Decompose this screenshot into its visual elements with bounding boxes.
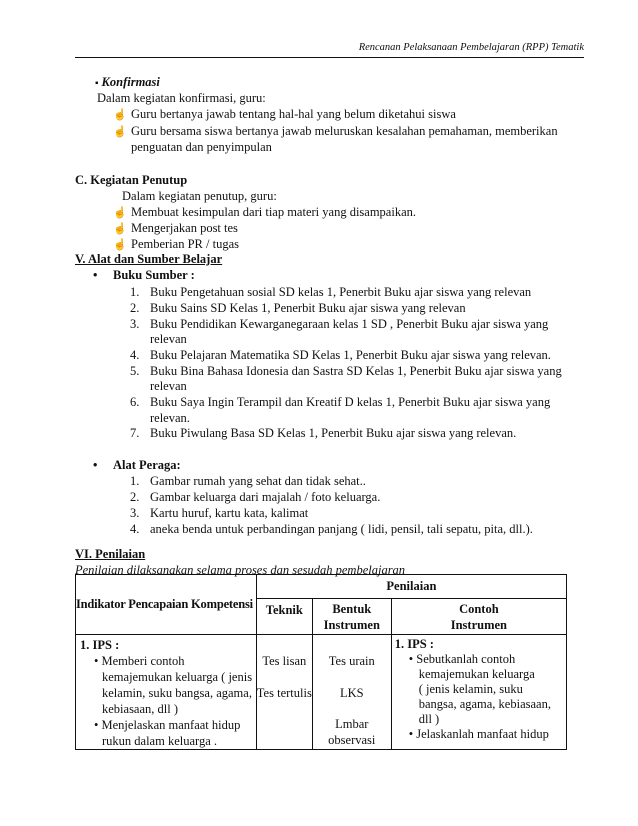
hand-pointer-icon: ☝ <box>113 223 127 235</box>
list-item: ☝ Guru bersama siswa bertanya jawab meluruskan kesalahan pemahaman, memberikan <box>113 124 558 138</box>
header-rule <box>75 57 584 58</box>
penutup-intro: Dalam kegiatan penutup, guru: <box>122 189 277 203</box>
list-item: 4. aneka benda untuk perbandingan panjang ( lidi, pensil, tali sepatu, pita, dll.). <box>130 522 533 536</box>
list-item-continuation: penguatan dan penyimpulan <box>131 140 272 154</box>
konfirmasi-title: Konfirmasi <box>101 75 160 89</box>
list-item: 3. Buku Pendidikan Kewarganegaraan kelas 1 SD , Penerbit Buku ajar siswa yang <box>130 317 549 331</box>
list-item-continuation: relevan <box>150 332 187 346</box>
contoh-cell: 1. IPS : • Sebutkanlah contoh kemajemukan keluarga ( jenis kelamin, suku bangsa, agama, kebiasaan, dll ) • Jelaskanlah manfaat hidup <box>391 635 566 750</box>
indikator-cell: 1. IPS : • Memberi contoh kemajemukan keluarga ( jenis kelamin, suku bangsa, agama, kebiasaan, dll ) • Menjelaskan manfaat hidup rukun dalam keluarga . <box>76 635 257 750</box>
list-item: ☝ Guru bertanya jawab tentang hal-hal yang belum diketahui siswa <box>113 107 456 121</box>
list-item: 7. Buku Piwulang Basa SD Kelas 1, Penerbit Buku ajar siswa yang relevan. <box>130 426 517 440</box>
list-item-continuation: relevan. <box>150 411 190 425</box>
list-item: 3. Kartu huruf, kartu kata, kalimat <box>130 506 309 520</box>
page-header: Rencanan Pelaksanaan Pembelajaran (RPP) Tematik <box>358 42 584 53</box>
list-item: ☝ Membuat kesimpulan dari tiap materi yang disampaikan. <box>113 205 416 219</box>
col-header-penilaian: Penilaian <box>256 575 566 599</box>
hand-pointer-icon: ☝ <box>113 239 127 251</box>
bullet-icon: • <box>94 654 102 668</box>
konfirmasi-intro: Dalam kegiatan konfirmasi, guru: <box>97 91 266 105</box>
hand-pointer-icon: ☝ <box>113 126 127 138</box>
bullet-icon: • <box>93 458 98 472</box>
list-item: ☝ Mengerjakan post tes <box>113 221 238 235</box>
penilaian-table <box>75 574 567 750</box>
penilaian-title: VI. Penilaian <box>75 547 146 561</box>
bullet-icon: • <box>93 268 98 282</box>
list-item: 5. Buku Bina Bahasa Idonesia dan Sastra SD Kelas 1, Penerbit Buku ajar siswa yang <box>130 364 562 378</box>
col-header-bentuk: Bentuk Instrumen <box>312 599 391 635</box>
list-item: 2. Gambar keluarga dari majalah / foto keluarga. <box>130 490 381 504</box>
list-item: 6. Buku Saya Ingin Terampil dan Kreatif D kelas 1, Penerbit Buku ajar siswa yang <box>130 395 551 409</box>
buku-sumber-heading: • Buku Sumber : <box>93 268 195 282</box>
teknik-cell: Tes lisan Tes tertulis <box>256 635 312 750</box>
col-header-teknik: Teknik <box>256 599 312 635</box>
list-item: 2. Buku Sains SD Kelas 1, Penerbit Buku ajar siswa yang relevan <box>130 301 466 315</box>
list-item: ☝ Pemberian PR / tugas <box>113 237 239 251</box>
penutup-title: C. Kegiatan Penutup <box>75 173 188 187</box>
bullet-icon: • <box>408 727 417 741</box>
hand-pointer-icon: ☝ <box>113 207 127 219</box>
col-header-indikator: Indikator Pencapaian Kompetensi <box>76 575 257 635</box>
bentuk-cell: Tes urain LKS Lmbar observasi <box>312 635 391 750</box>
hand-pointer-icon: ☝ <box>113 109 127 121</box>
alat-peraga-heading: • Alat Peraga: <box>93 458 181 472</box>
square-bullet-icon: ▪ <box>95 78 99 89</box>
list-item: 1. Gambar rumah yang sehat dan tidak sehat.. <box>130 474 366 488</box>
list-item: 1. Buku Pengetahuan sosial SD kelas 1, Penerbit Buku ajar siswa yang relevan <box>130 285 532 299</box>
list-item: 4. Buku Pelajaran Matematika SD Kelas 1, Penerbit Buku ajar siswa yang relevan. <box>130 348 551 362</box>
alat-title: V. Alat dan Sumber Belajar <box>75 252 223 266</box>
bullet-icon: • <box>408 652 417 666</box>
konfirmasi-heading <box>95 75 160 90</box>
col-header-contoh: Contoh Instrumen <box>391 599 566 635</box>
bullet-icon: • <box>94 718 102 732</box>
list-item-continuation: relevan <box>150 379 187 393</box>
penilaian-subtitle: Penilaian dilaksanakan selama proses dan sesudah pembelajaran <box>75 563 406 577</box>
